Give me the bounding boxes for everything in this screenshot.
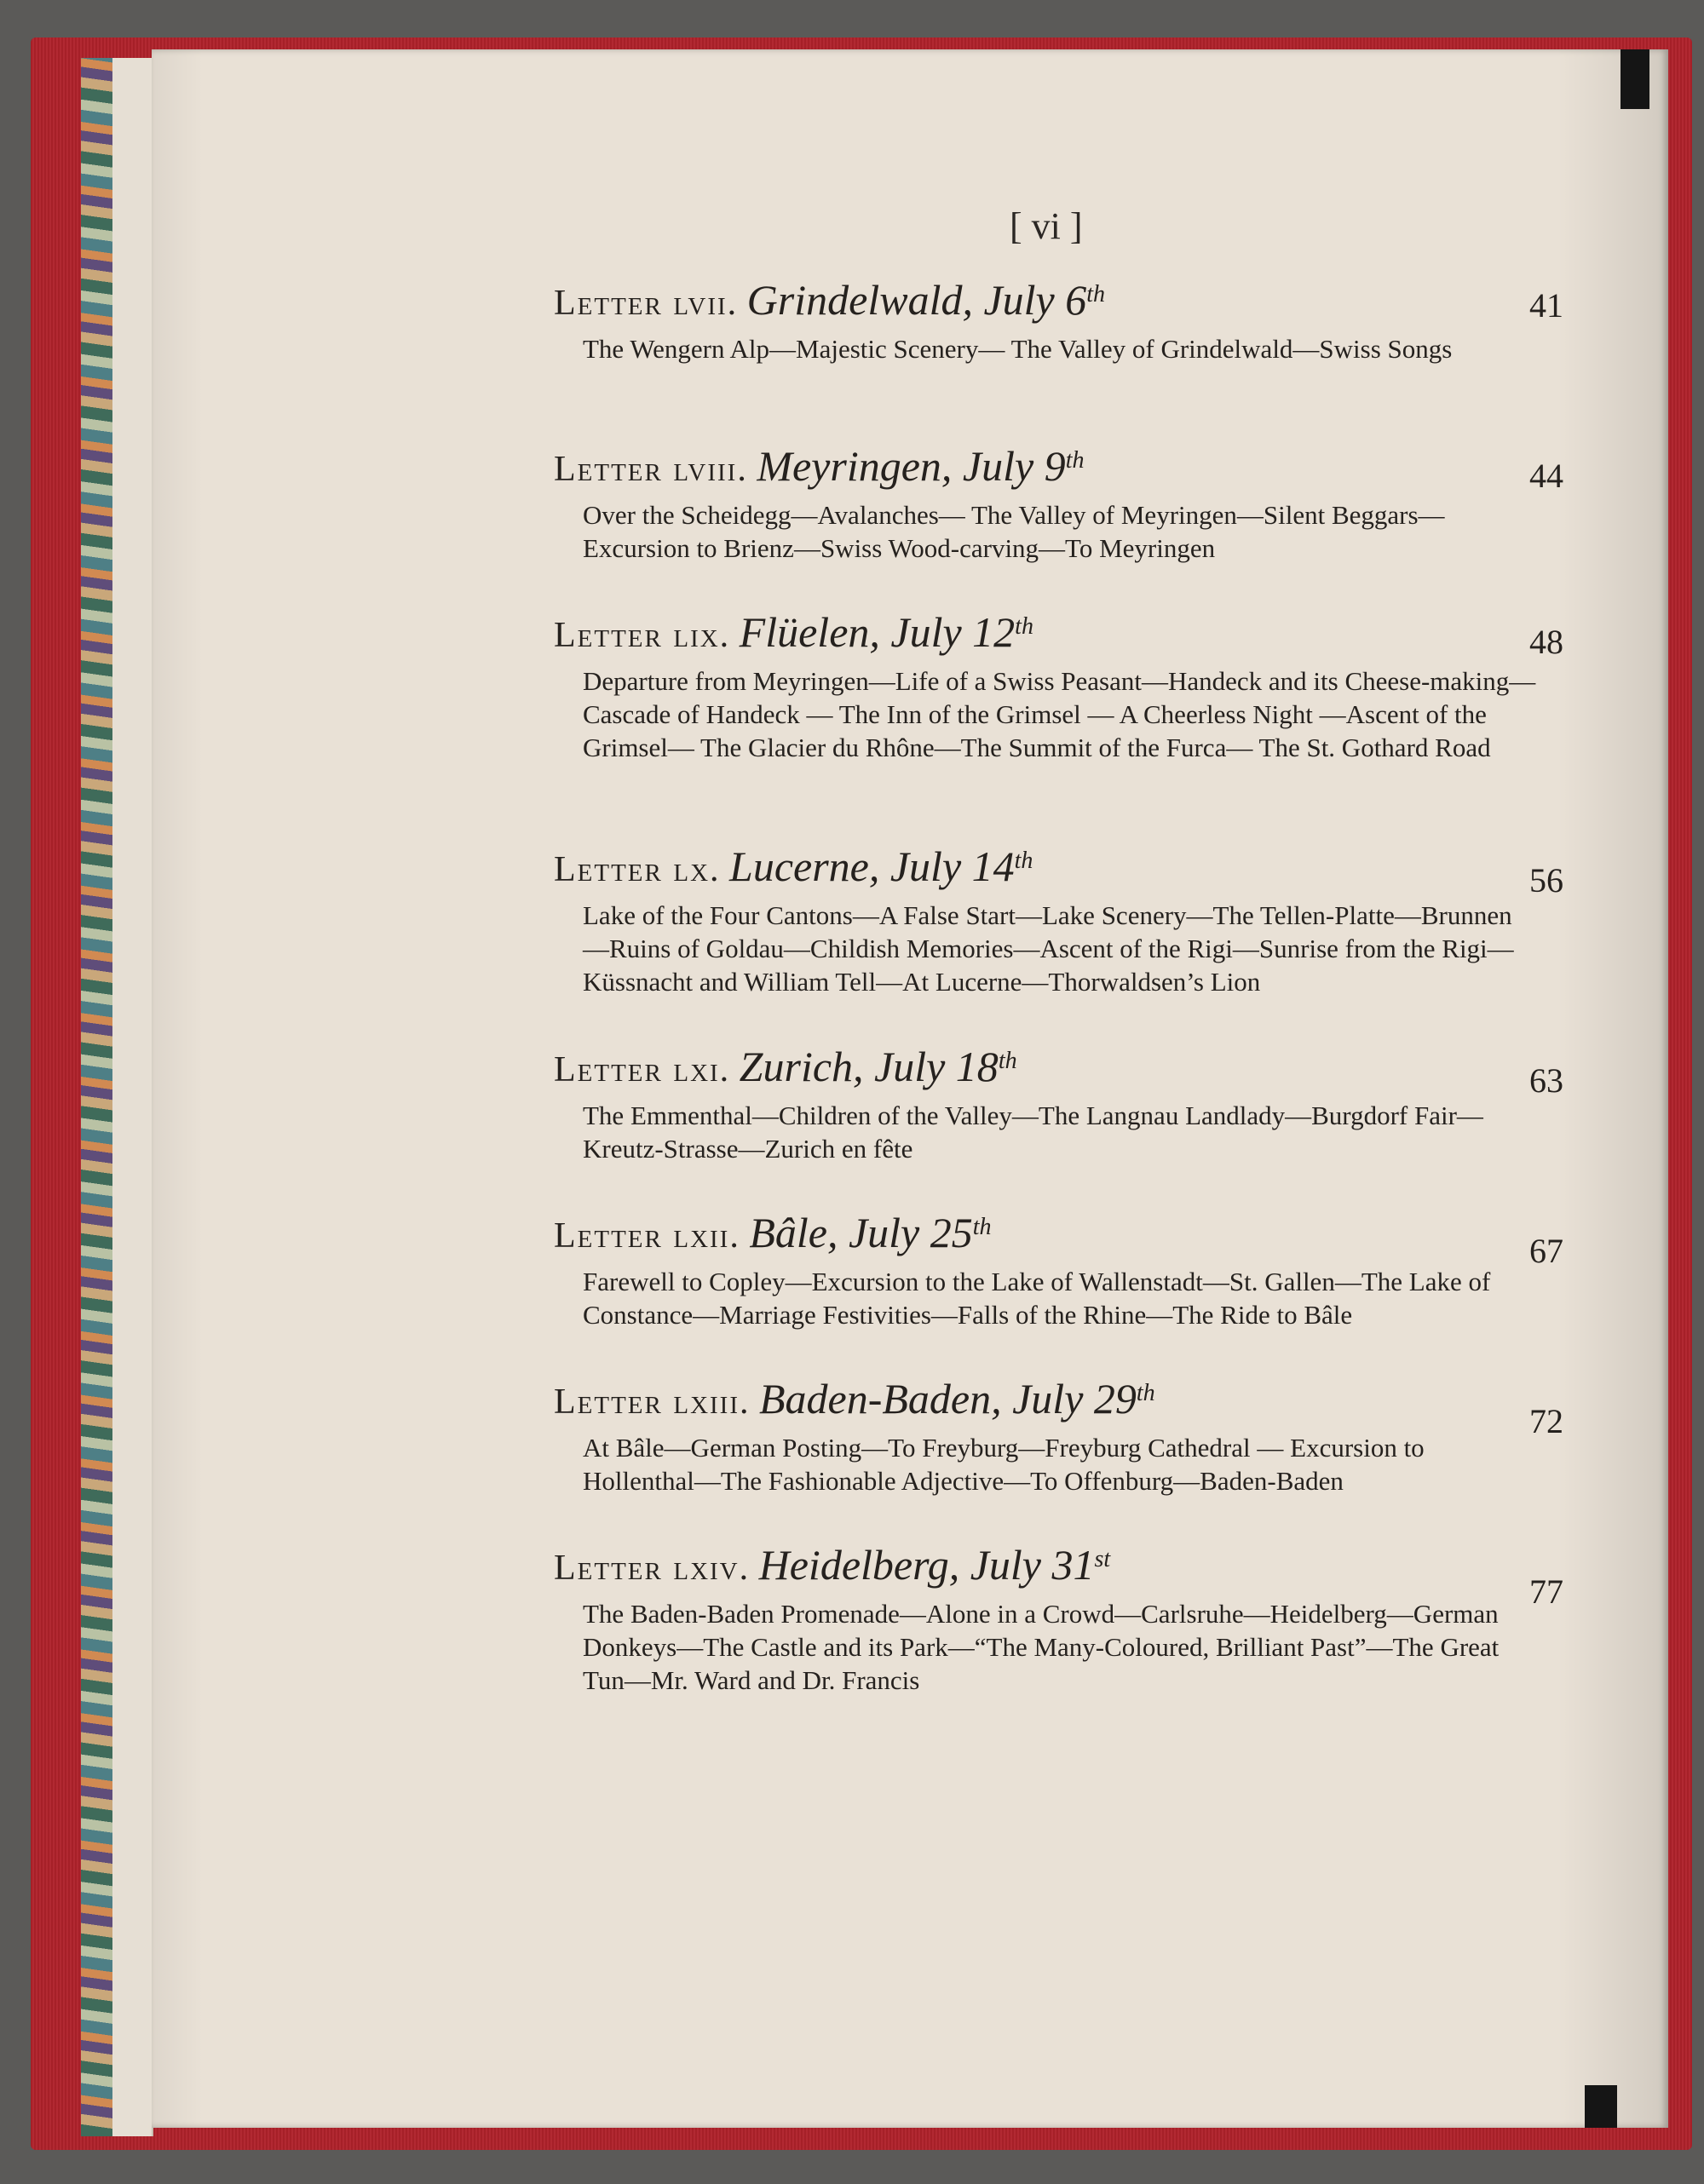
entry-heading [554, 1205, 1576, 1258]
page-folio: [ vi ] [1010, 205, 1083, 247]
page-number: 41 [1529, 286, 1563, 325]
date-suffix: th [1065, 447, 1085, 474]
letter-label: Letter lviii. [554, 450, 748, 489]
entry-heading [554, 1371, 1576, 1424]
letter-label: Letter lx. [554, 850, 721, 889]
letter-place-date: Heidelberg, July 31 [758, 1541, 1095, 1589]
letter-place-date: Lucerne, July 14 [729, 842, 1015, 890]
letter-label: Letter lxii. [554, 1216, 740, 1256]
date-suffix: th [1014, 848, 1033, 874]
letter-label: Letter lix. [554, 616, 731, 655]
entry-summary: Departure from Meyringen—Life of a Swiss Peasant—Handeck and its Cheese-making— Cascade of Handeck — The Inn of the Grimsel — A Cheerless Night —Ascent of the Grimsel— The Glacier du Rhône—The Summit of the Furca— The St. Gothard Road [583, 666, 1536, 762]
page-number: 56 [1529, 861, 1563, 899]
letter-place-date: Zurich, July 18 [739, 1043, 999, 1090]
toc-entry [554, 1371, 1576, 1497]
date-suffix: th [1086, 281, 1106, 307]
letter-place-date: Baden-Baden, July 29 [758, 1375, 1137, 1422]
page-number: 67 [1529, 1232, 1563, 1270]
date-suffix: th [998, 1048, 1017, 1074]
entry-heading [554, 273, 1576, 325]
toc-entry [554, 1205, 1576, 1331]
bookmark-ribbon-end [1585, 2085, 1617, 2128]
bookmark-ribbon [1621, 49, 1649, 109]
letter-label: Letter lxiii. [554, 1382, 751, 1422]
letter-place-date: Grindelwald, July 6 [746, 276, 1087, 324]
date-suffix: th [972, 1214, 992, 1240]
page-number: 77 [1529, 1572, 1563, 1611]
page-number: 63 [1529, 1061, 1563, 1100]
toc-entry [554, 605, 1576, 764]
page-number: 72 [1529, 1402, 1563, 1440]
toc-entry [554, 1537, 1576, 1697]
letter-place-date: Bâle, July 25 [749, 1209, 973, 1256]
entry-heading [554, 439, 1576, 491]
toc-entry [554, 1039, 1576, 1165]
toc-entry [554, 273, 1576, 365]
entry-summary: At Bâle—German Posting—To Freyburg—Freyburg Cathedral — Excursion to Hollenthal—The Fashionable Adjective—To Offenburg—Baden-Baden [583, 1433, 1425, 1496]
entry-heading [554, 605, 1576, 658]
letter-label: Letter lxi. [554, 1050, 731, 1089]
entry-heading [554, 1039, 1576, 1092]
letter-label: Letter lxiv. [554, 1549, 751, 1588]
letter-label: Letter lvii. [554, 284, 739, 323]
marbled-edge [81, 58, 115, 2136]
toc-entry [554, 439, 1576, 565]
toc-entry [554, 839, 1576, 998]
date-suffix: th [1015, 613, 1033, 640]
entry-summary: Farewell to Copley—Excursion to the Lake of Wallenstadt—St. Gallen—The Lake of Constance—Marriage Festivities—Falls of the Rhine—The Ride to Bâle [583, 1267, 1491, 1330]
entry-summary: Lake of the Four Cantons—A False Start—Lake Scenery—The Tellen-Platte—Brunnen—Ruins of Goldau—Childish Memories—Ascent of the Rigi—Sunrise from the Rigi—Küssnacht and William Tell—At Lucerne—Thorwaldsen’s Lion [583, 900, 1514, 997]
entry-summary: The Baden-Baden Promenade—Alone in a Crowd—Carlsruhe—Heidelberg—German Donkeys—The Castle and its Park—“The Many-Coloured, Brilliant Past”—The Great Tun—Mr. Ward and Dr. Francis [583, 1599, 1500, 1695]
letter-place-date: Meyringen, July 9 [757, 442, 1066, 490]
entry-heading [554, 1537, 1576, 1590]
endpaper [112, 58, 153, 2136]
entry-summary: The Wengern Alp—Majestic Scenery— The Valley of Grindelwald—Swiss Songs [583, 334, 1453, 364]
date-suffix: th [1136, 1380, 1155, 1406]
entry-heading [554, 839, 1576, 892]
date-suffix: st [1094, 1546, 1111, 1572]
letter-place-date: Flüelen, July 12 [739, 608, 1016, 656]
page-number: 48 [1529, 623, 1563, 661]
page-number: 44 [1529, 457, 1563, 495]
entry-summary: Over the Scheidegg—Avalanches— The Valley of Meyringen—Silent Beggars—Excursion to Brienz—Swiss Wood-carving—To Meyringen [583, 500, 1445, 563]
entry-summary: The Emmenthal—Children of the Valley—The Langnau Landlady—Burgdorf Fair—Kreutz-Strasse—Zurich en fête [583, 1101, 1483, 1164]
